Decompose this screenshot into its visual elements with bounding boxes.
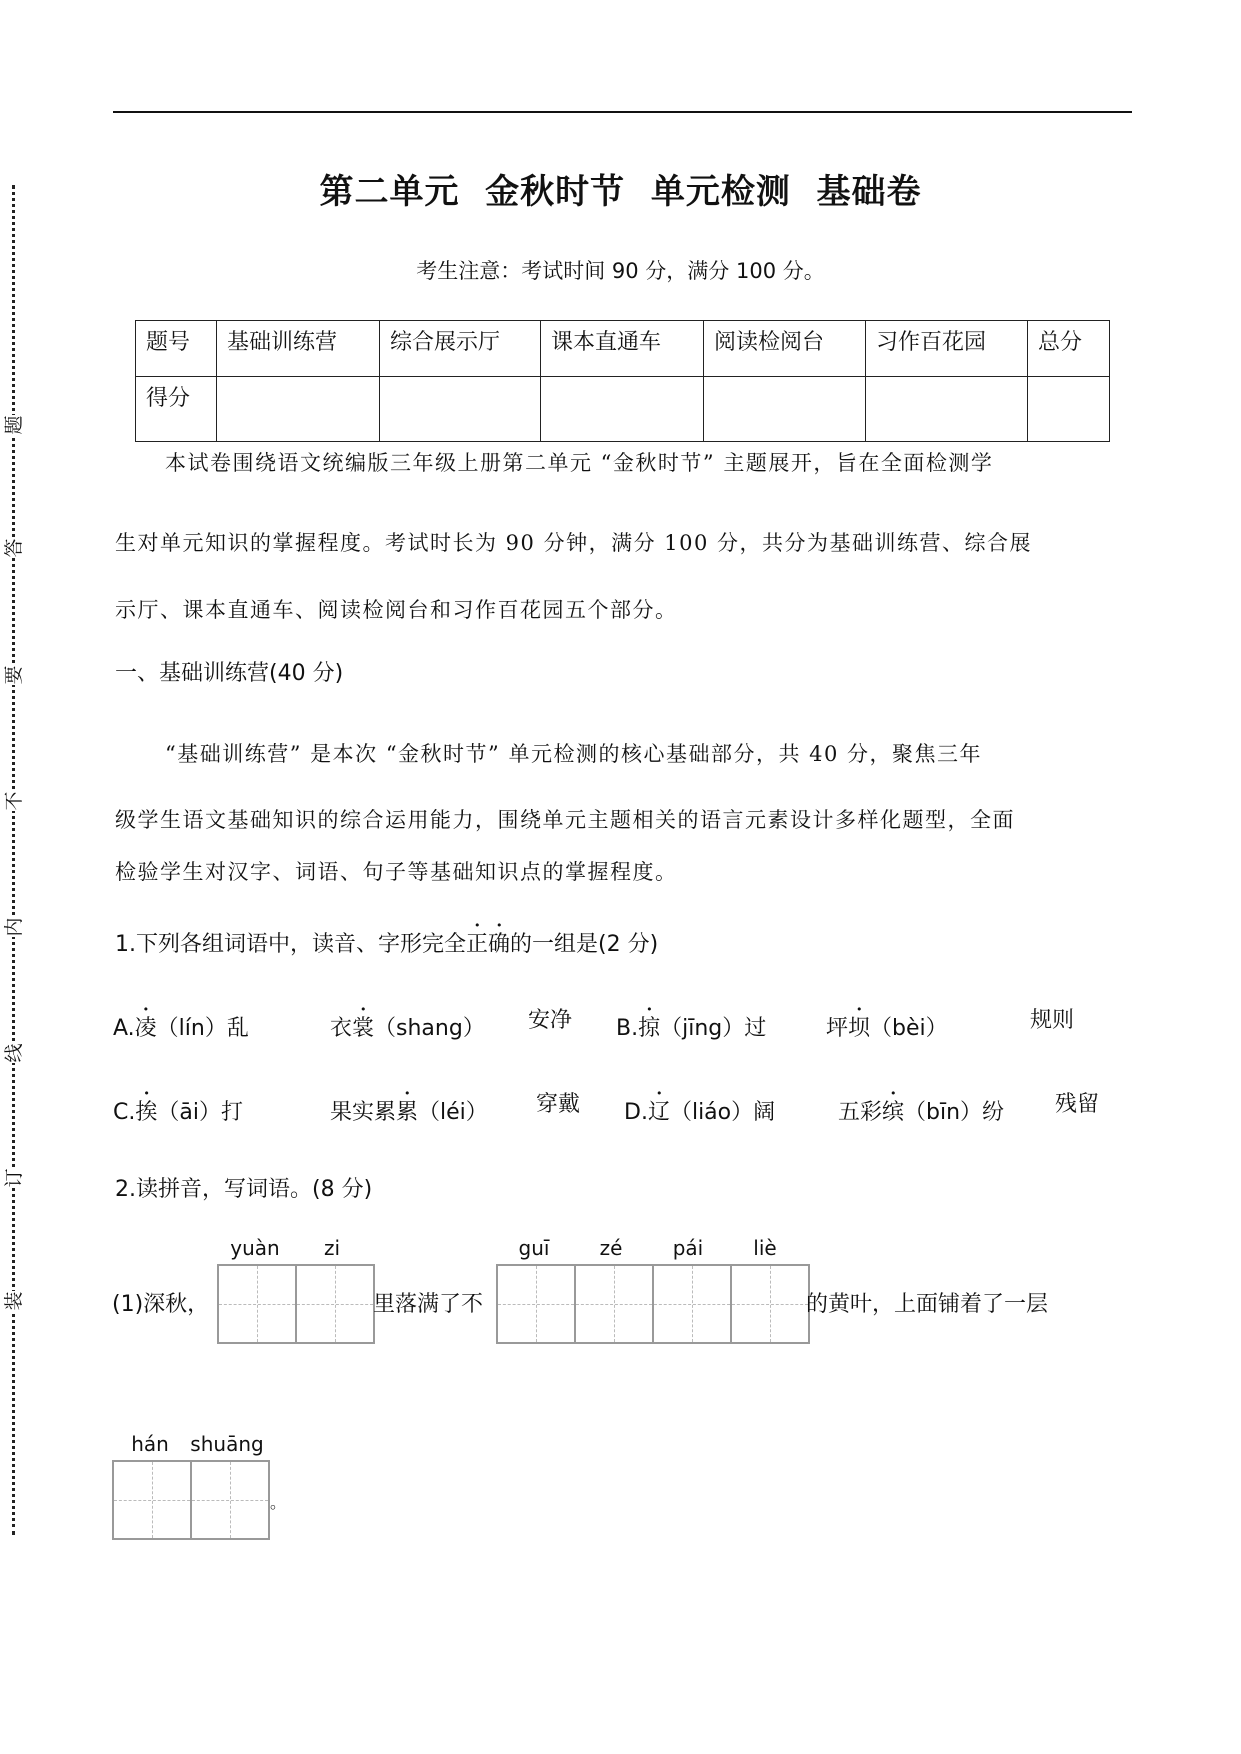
table-header: 基础训练营 <box>217 321 380 377</box>
emphasis-char: 累 <box>396 1100 419 1125</box>
option-item <box>113 1003 249 1042</box>
section-desc: 级学生语文基础知识的综合运用能力，围绕单元主题相关的语言元素设计多样化题型，全面 <box>115 808 1015 832</box>
pinyin: zi <box>323 1236 341 1260</box>
option-text: 果实累 <box>330 1100 397 1125</box>
margin-char: 内 <box>3 917 25 937</box>
emphasis-char: 裳 <box>352 1016 375 1041</box>
sentence-text: (1)深秋， <box>112 1292 210 1317</box>
q1-text: 1.下列各组词语中，读音、字形完全 <box>115 932 466 957</box>
score-table <box>135 320 1110 442</box>
option-text: D. <box>624 1100 648 1125</box>
score-cell[interactable] <box>704 377 866 442</box>
score-cell[interactable] <box>541 377 704 442</box>
exam-notice: 考生注意：考试时间 90 分，满分 100 分。 <box>416 259 825 283</box>
row-label: 得分 <box>136 377 217 442</box>
option-text: （liáo）阔 <box>669 1100 776 1125</box>
question-2: 2.读拼音，写词语。(8 分) <box>115 1177 373 1202</box>
option-item <box>1055 1087 1099 1118</box>
emphasis-char: 挨 <box>135 1100 158 1125</box>
option-item <box>826 1003 948 1042</box>
score-cell[interactable] <box>217 377 380 442</box>
option-text: B. <box>616 1016 639 1041</box>
table-header: 总分 <box>1028 321 1110 377</box>
sentence-text: 里落满了不 <box>373 1292 484 1317</box>
pinyin: guī <box>518 1236 550 1260</box>
pinyin: yuàn <box>230 1236 280 1260</box>
sentence-text: 的黄叶，上面铺着了一层 <box>806 1292 1049 1317</box>
answer-grid[interactable] <box>496 1264 810 1344</box>
score-cell[interactable] <box>1028 377 1110 442</box>
q1-text: 的一组是(2 分) <box>510 932 659 957</box>
binding-dotted-line <box>12 185 15 1535</box>
pinyin: hán <box>131 1432 169 1456</box>
question-1 <box>115 919 658 958</box>
margin-char: 要 <box>3 665 25 685</box>
emphasis-char: 缤 <box>882 1100 905 1125</box>
option-text: （lín）乱 <box>156 1016 249 1041</box>
emphasis-char: 凌 <box>134 1016 157 1041</box>
sentence-end: 。 <box>270 1493 287 1512</box>
option-text: 穿戴 <box>536 1092 581 1117</box>
answer-grid[interactable] <box>112 1460 270 1540</box>
score-cell[interactable] <box>866 377 1028 442</box>
option-text: 坪 <box>826 1016 849 1041</box>
table-header: 课本直通车 <box>541 321 704 377</box>
option-text: 规则 <box>1030 1008 1075 1033</box>
margin-char: 答 <box>3 538 25 558</box>
pinyin: pái <box>672 1236 704 1260</box>
page-title: 第二单元 金秋时节 单元检测 基础卷 <box>319 172 922 212</box>
option-text: C. <box>113 1100 136 1125</box>
option-item <box>624 1087 775 1126</box>
table-header: 综合展示厅 <box>380 321 541 377</box>
option-item <box>528 1003 572 1034</box>
emphasis-text: 正确 <box>466 932 511 957</box>
intro-line: 生对单元知识的掌握程度。考试时长为 90 分钟，满分 100 分，共分为基础训练营、综合展 <box>115 531 1033 555</box>
option-text: 五彩 <box>838 1100 883 1125</box>
option-item <box>1030 1003 1074 1034</box>
emphasis-char: 辽 <box>647 1100 670 1125</box>
pinyin: liè <box>753 1236 777 1260</box>
option-text: （shang） <box>374 1016 485 1041</box>
intro-line: 本试卷围绕语文统编版三年级上册第二单元 “金秋时节” 主题展开，旨在全面检测学 <box>165 451 994 475</box>
table-header: 习作百花园 <box>866 321 1028 377</box>
pinyin: shuāng <box>190 1432 264 1456</box>
margin-char: 线 <box>3 1043 25 1063</box>
emphasis-char: 掠 <box>638 1016 661 1041</box>
option-text: （jīng）过 <box>660 1016 767 1041</box>
pinyin: zé <box>599 1236 623 1260</box>
section-desc: “基础训练营” 是本次 “金秋时节” 单元检测的核心基础部分，共 40 分，聚焦三年 <box>165 742 983 766</box>
option-text: （āi）打 <box>157 1100 243 1125</box>
option-item <box>330 1003 485 1042</box>
table-header: 阅读检阅台 <box>704 321 866 377</box>
option-text: （bīn）纷 <box>904 1100 1005 1125</box>
table-header: 题号 <box>136 321 217 377</box>
option-text: （léi） <box>418 1100 488 1125</box>
option-item <box>113 1087 243 1126</box>
option-item <box>838 1087 1004 1126</box>
option-item <box>536 1087 580 1118</box>
option-text: 安净 <box>528 1008 573 1033</box>
option-item <box>330 1087 488 1126</box>
option-text: A. <box>113 1016 135 1041</box>
header-rule <box>113 111 1132 113</box>
answer-grid[interactable] <box>217 1264 375 1344</box>
option-text: 残留 <box>1055 1092 1100 1117</box>
intro-line: 示厅、课本直通车、阅读检阅台和习作百花园五个部分。 <box>115 598 678 622</box>
score-cell[interactable] <box>380 377 541 442</box>
margin-char: 题 <box>3 415 25 435</box>
option-text: （bèi） <box>870 1016 948 1041</box>
option-item <box>616 1003 766 1042</box>
section-heading: 一、基础训练营(40 分) <box>115 661 344 686</box>
emphasis-char: 坝 <box>848 1016 871 1041</box>
option-text: 衣 <box>330 1016 353 1041</box>
margin-char: 订 <box>3 1168 25 1188</box>
margin-char: 不 <box>3 791 25 811</box>
margin-char: 装 <box>3 1291 25 1311</box>
section-desc: 检验学生对汉字、词语、句子等基础知识点的掌握程度。 <box>115 860 678 884</box>
